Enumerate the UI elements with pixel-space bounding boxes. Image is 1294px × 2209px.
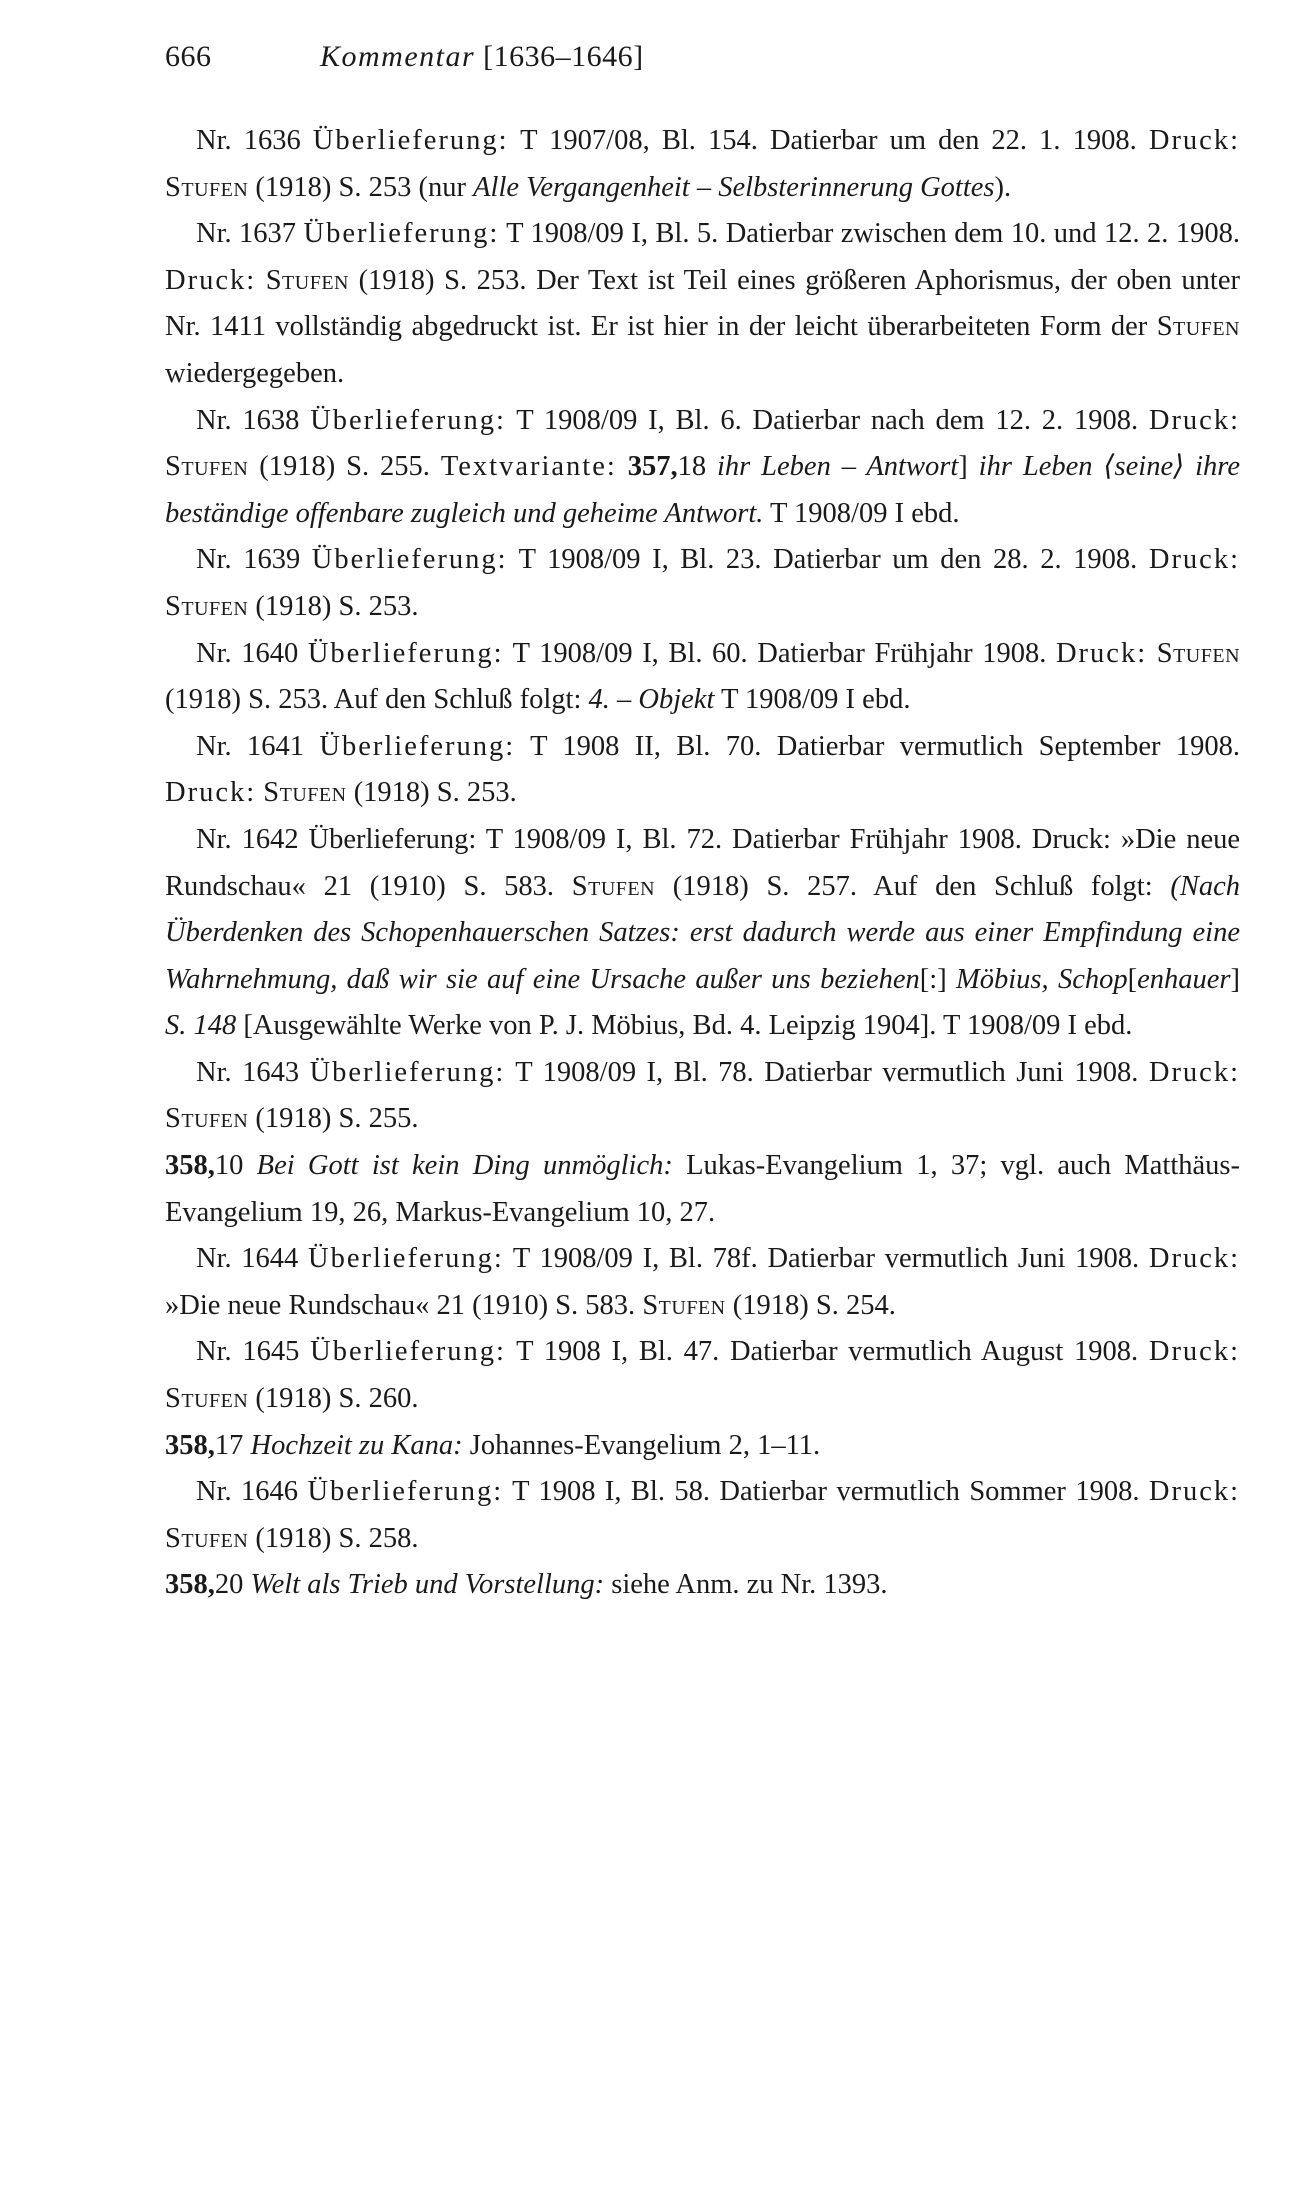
text-run: T 1908/09 I, Bl. 60. Datierbar Frühjahr 1908. [503, 637, 1056, 669]
line-note [165, 1143, 1240, 1236]
line-note [165, 1562, 1240, 1609]
text-run: [ [1127, 963, 1138, 995]
text-run [617, 451, 628, 482]
text-run: Hochzeit zu Kana: [250, 1429, 463, 1461]
text-run: 358, [165, 1429, 215, 1461]
text-run: Stufen [165, 1522, 249, 1554]
text-run: T 1908/09 I, Bl. 23. Datierbar um den 28. 2. 1908. [507, 544, 1149, 576]
text-run: Überlieferung: [311, 544, 508, 576]
text-run: Überlieferung: [312, 125, 509, 156]
text-run: 358, [165, 1569, 215, 1601]
text-run: Alle Vergangenheit – Selbsterinnerung Gottes [473, 171, 995, 203]
text-run: (1918) S. 255. [248, 451, 441, 483]
text-run: 17 [214, 1429, 251, 1461]
text-run: (1918) S. 253. [248, 590, 419, 622]
text-run: Stufen [1156, 637, 1241, 669]
commentary-entry [165, 724, 1240, 817]
commentary-entry [165, 1469, 1240, 1562]
text-run: Überlieferung: [308, 1243, 504, 1275]
text-run: Druck: [1148, 1056, 1240, 1088]
text-run: enhauer [1137, 963, 1231, 995]
text-run: Druck: [1148, 1476, 1241, 1508]
text-run: (1918) S. 253. [346, 777, 517, 809]
text-run: Nr. 1640 [196, 637, 308, 669]
text-run: ihr Leben ⟨seine⟩ ihre beständige offenbare zugleich und geheime Antwort. [165, 451, 1240, 529]
text-run: (1918) S. 253 (nur [248, 171, 474, 203]
commentary-entry [165, 1329, 1240, 1422]
text-run: T 1908 I, Bl. 58. Datierbar vermutlich Sommer 1908. [503, 1476, 1149, 1508]
text-run: Stufen [571, 870, 656, 902]
text-run: (1918) S. 254. [725, 1289, 896, 1321]
text-run: Druck: [1148, 1336, 1240, 1368]
commentary-entry [165, 211, 1240, 397]
text-run: (1918) S. 253. Der Text ist Teil eines größeren Aphorismus, der oben unter Nr. 1411 vollständig abgedruckt ist. Er ist hier in der leicht überarbeiteten Form der [165, 264, 1240, 343]
text-run: T 1908/09 I, Bl. 6. Datierbar nach dem 12. 2. 1908. [505, 404, 1149, 436]
text-run: Nr. 1645 [196, 1336, 311, 1368]
header-title: Kommentar [320, 40, 476, 73]
text-run: Druck: [165, 264, 257, 296]
text-run: Textvariante: [440, 451, 617, 483]
text-run: Nr. 1638 [196, 404, 311, 436]
text-run: Lukas-Evangelium 1, 37; vgl. auch Matthäus-Evangelium 19, 26, Markus-Evangelium 10, 27. [165, 1150, 1240, 1228]
text-run: Nr. 1642 Überlieferung: T 1908/09 I, Bl. 72. Datierbar Frühjahr 1908. Druck: »Die neue Rundschau« 21 (1910) S. 583. [165, 823, 1240, 902]
text-run [1147, 638, 1157, 669]
text-run: Überlieferung: [319, 730, 516, 762]
text-run: T 1908 I, Bl. 47. Datierbar vermutlich August 1908. [505, 1336, 1149, 1368]
running-header [165, 40, 644, 74]
text-run: [Ausgewählte Werke von P. J. Möbius, Bd. 4. Leipzig 1904]. T 1908/09 I ebd. [236, 1010, 1133, 1042]
text-run: Überlieferung: [307, 1476, 504, 1508]
text-run: Druck: [1148, 1243, 1241, 1275]
commentary-body [165, 118, 1240, 1609]
line-note [165, 1423, 1240, 1470]
text-run: ] [958, 451, 979, 483]
text-run: wiedergegeben. [165, 357, 345, 389]
text-run: Druck: [1148, 125, 1240, 156]
commentary-entry [165, 537, 1240, 630]
text-run: (1918) S. 255. [248, 1103, 419, 1135]
commentary-entry [165, 398, 1240, 538]
text-run [256, 265, 266, 296]
text-run: T 1908/09 I ebd. [763, 497, 960, 529]
text-run: Möbius, Schop [956, 963, 1128, 995]
commentary-entry [165, 1050, 1240, 1143]
text-run: Stufen [165, 590, 249, 622]
text-run: Stufen [165, 1103, 249, 1135]
text-run: Druck: [1148, 544, 1240, 576]
text-run: T 1908/09 I, Bl. 5. Datierbar zwischen dem 10. und 12. 2. 1908. [499, 218, 1240, 250]
text-run: Nr. 1639 [196, 544, 312, 576]
text-run: Druck: [1055, 637, 1148, 669]
text-run: T 1908/09 I, Bl. 78f. Datierbar vermutlich Juni 1908. [503, 1243, 1149, 1275]
text-run: Stufen [165, 1383, 249, 1415]
page-number: 666 [165, 40, 212, 73]
text-run: Bei Gott ist kein Ding unmöglich: [256, 1150, 673, 1182]
text-run: »Die neue Rundschau« 21 (1910) S. 583. [165, 1289, 643, 1321]
text-run: (1918) S. 260. [248, 1383, 419, 1415]
text-run: [:] [919, 963, 957, 995]
text-run: siehe Anm. zu Nr. 1393. [604, 1569, 888, 1601]
text-run: (1918) S. 257. Auf den Schluß folgt: [655, 870, 1171, 902]
text-run: T 1908/09 I ebd. [714, 684, 911, 716]
text-run: Überlieferung: [309, 1056, 506, 1088]
text-run: (1918) S. 253. Auf den Schluß folgt: [165, 684, 589, 716]
text-run: (1918) S. 258. [248, 1522, 419, 1554]
text-run: Nr. 1644 [196, 1243, 308, 1275]
commentary-entry [165, 817, 1240, 1050]
commentary-entry [165, 118, 1240, 211]
text-run: (Nach Überdenken des Schopenhauerschen Satzes: erst dadurch werde aus einer Empfindung eine Wahrnehmung, daß wir sie auf eine Ursache außer uns beziehen [165, 870, 1240, 995]
text-run: Überlieferung: [310, 404, 506, 436]
commentary-entry [165, 631, 1240, 724]
text-run: 18 [677, 451, 717, 483]
text-run: Stufen [1156, 311, 1240, 343]
text-run: Druck: [165, 777, 257, 809]
text-run: Welt als Trieb und Vorstellung: [250, 1569, 605, 1601]
text-run: 357, [627, 451, 678, 483]
text-run: Stufen [642, 1289, 726, 1321]
text-run: Nr. 1643 [196, 1056, 310, 1088]
text-run: Überlieferung: [307, 637, 504, 669]
header-range: [1636–1646] [483, 40, 644, 73]
text-run: 358, [165, 1150, 215, 1182]
text-run: 10 [214, 1150, 257, 1182]
text-run: ] [1230, 963, 1240, 995]
text-run: Stufen [165, 171, 249, 203]
text-run: Johannes-Evangelium 2, 1–11. [462, 1429, 821, 1461]
text-run: 4. – Objekt [588, 684, 715, 716]
text-run: Überlieferung: [310, 1336, 506, 1368]
text-run: Überlieferung: [303, 218, 500, 250]
text-run: Stufen [263, 777, 347, 809]
text-run: ihr Leben – Antwort [716, 451, 959, 483]
text-run: Druck: [1148, 404, 1240, 436]
text-run: 20 [214, 1569, 251, 1601]
text-run: T 1907/08, Bl. 154. Datierbar um den 22. 1. 1908. [508, 125, 1149, 156]
text-run: T 1908 II, Bl. 70. Datierbar vermutlich September 1908. [515, 730, 1240, 762]
text-run: S. 148 [165, 1010, 237, 1042]
text-run: Stufen [165, 451, 249, 483]
text-run: T 1908/09 I, Bl. 78. Datierbar vermutlich Juni 1908. [505, 1056, 1149, 1088]
commentary-entry [165, 1236, 1240, 1329]
text-run: Nr. 1637 [196, 218, 304, 250]
text-run: Nr. 1636 [196, 125, 313, 156]
text-run: Nr. 1646 [196, 1476, 308, 1508]
text-run: ). [994, 171, 1012, 203]
text-run: Nr. 1641 [196, 730, 320, 762]
text-run: Stufen [265, 264, 349, 296]
